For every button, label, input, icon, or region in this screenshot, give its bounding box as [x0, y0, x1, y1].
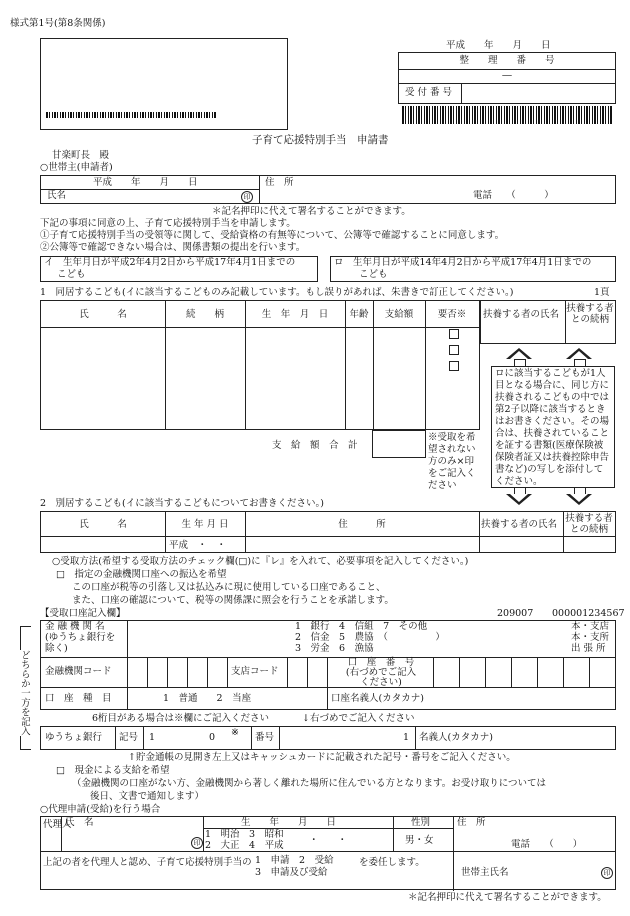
- category-ro-text: ロ 生年月日が平成14年4月2日から平成17年4月1日までの: [334, 257, 592, 268]
- ro-note: 書など)の写しを添付して: [495, 464, 604, 475]
- ro-note: を証する書類(医療保険被: [495, 440, 604, 451]
- uketsuke-label: 受 付 番 号: [405, 87, 453, 98]
- name-label: 氏名: [47, 190, 67, 201]
- agent-phone-label: 電話 （ ）: [511, 839, 583, 850]
- kigo-prefix: 1: [149, 732, 156, 743]
- agent-box: [40, 816, 616, 890]
- section1-table: [40, 300, 480, 430]
- account-type-options[interactable]: 1 普通 2 当座: [163, 693, 252, 704]
- arrow-down-icon: [566, 494, 592, 505]
- ro-note: ロに該当するこどもが1人: [495, 368, 606, 379]
- ro-note: はお書きください。その場: [495, 416, 610, 427]
- birth-prefill[interactable]: 平成 ・ ・: [169, 540, 227, 551]
- agent-birth-label: 生 年 月 日: [241, 817, 337, 828]
- supporter-relation-label: 扶養する者との続柄: [565, 513, 613, 535]
- section2-title: 2 別居するこども(イに該当するこどもについてお書きください。): [40, 498, 325, 509]
- category-ro: [330, 256, 616, 282]
- ro-note: 合は、扶養されていること: [495, 428, 610, 439]
- seal-mark: 印: [191, 837, 203, 849]
- applicant-box: [40, 175, 616, 204]
- necessity-checkbox[interactable]: [449, 361, 459, 371]
- arrow-up-icon: [506, 348, 532, 359]
- yucho-holder-label: 名義人(カタカナ): [419, 732, 493, 743]
- necessity-checkbox[interactable]: [449, 329, 459, 339]
- holder-label: 口座名義人(カタカナ): [331, 693, 424, 704]
- seal-mark: 印: [601, 867, 613, 879]
- supporter-relation-label: 扶養する者との続柄: [566, 303, 614, 325]
- supporter-label: 扶養する者の氏名: [483, 309, 560, 320]
- sex-options[interactable]: 男・女: [405, 835, 434, 846]
- kigo-label: 記号: [119, 732, 139, 743]
- era-options[interactable]: 1 明治 3 昭和 2 大正 4 平成: [205, 829, 284, 851]
- receipt-date: 平成 年 月 日: [446, 40, 551, 51]
- kigo-mark: ※: [231, 727, 239, 738]
- branch-type-options[interactable]: 本・支店 本・支所 出 張 所: [571, 621, 610, 654]
- form-title: 子育て応援特別手当 申請書: [252, 134, 389, 146]
- seiri-label: 整 理 番 号: [459, 55, 555, 66]
- branch-code-label: 支店コード: [231, 666, 279, 677]
- account-heading: 【受取口座記入欄】: [40, 608, 126, 619]
- col2-name: 氏 名: [79, 519, 127, 530]
- col-necessity: 要否※: [437, 309, 467, 320]
- bank-code-label: 金融機関コード: [45, 666, 112, 677]
- kigo-mid: 0: [209, 732, 216, 743]
- cash-desc1: （金融機関の口座がない方、金融機関から著しく離れた場所に住んでいる方となります。お受け取りについては: [72, 778, 547, 789]
- code2: 000001234567: [552, 608, 625, 619]
- ro-note: ください。: [495, 476, 543, 487]
- agent-label: 代理人: [43, 819, 72, 830]
- receipt-box: [398, 52, 616, 104]
- category-i-text: イ 生年月日が平成2年4月2日から平成17年4月1日までの: [44, 257, 296, 268]
- necessity-checkbox[interactable]: [449, 345, 459, 355]
- transfer-option[interactable]: □ 指定の金融機関口座への振込を希望: [56, 569, 227, 580]
- ro-note: 目となる場合に、同じ方に: [495, 380, 610, 391]
- seal-mark: 印: [241, 191, 253, 203]
- addressee: 甘楽町長 殿: [52, 150, 110, 161]
- form-number: 様式第1号(第8条関係): [10, 18, 106, 29]
- section1-title: 1 同居するこども(イに該当するこどものみ記載しています。もし誤りがあれば、朱書きで訂正してください。): [40, 287, 514, 298]
- six-digit-note: 6桁目がある場合は※欄にご記入ください: [92, 713, 270, 724]
- supporter-label: 扶養する者の氏名: [481, 519, 558, 530]
- supporter-box: [480, 300, 616, 344]
- col2-address: 住 所: [338, 519, 386, 530]
- bank-account-box: [40, 620, 616, 710]
- cash-option[interactable]: □ 現金による支給を希望: [56, 765, 170, 776]
- address-label: 住 所: [265, 177, 294, 188]
- agent-heading: ○代理申請(受給)を行う場合: [40, 804, 161, 815]
- col-amount: 支給額: [384, 309, 414, 320]
- sign-note: ＊記名押印に代えて署名することができます。: [212, 206, 411, 217]
- col2-birth: 生 年 月 日: [181, 519, 229, 530]
- agent-sign-note: ＊記名押印に代えて署名することができます。: [408, 892, 607, 903]
- yucho-box: [40, 726, 616, 750]
- total-amount-field[interactable]: [372, 430, 426, 458]
- bango-label: 番号: [255, 732, 275, 743]
- agent-name-label: 氏 名: [65, 817, 94, 828]
- yucho-label: ゆうちょ銀行: [45, 732, 103, 743]
- arrow-down-icon: [506, 494, 532, 505]
- delegate-options[interactable]: 1 申請 2 受給 3 申請及び受給: [255, 855, 334, 878]
- necessity-note: ※受取を希 望されない 方のみ×印 をご記入く ださい: [428, 432, 476, 491]
- col-birth: 生 年 月 日: [261, 309, 329, 320]
- delegate-text: 上記の者を代理人と認め、子育て応援特別手当の: [43, 857, 252, 868]
- bank-name-label: 金 融 機 関 名 (ゆうちょ銀行を 除く): [45, 621, 116, 654]
- ro-note: 第2子以降に該当するとき: [495, 404, 606, 415]
- transfer-desc1: この口座が税等の引落し又は払込みに現に使用している口座であること、: [72, 582, 386, 593]
- consent-line1: 下記の事項に同意の上、子育て応援特別手当を申請します。: [40, 218, 296, 229]
- receipt-barcode: [402, 106, 612, 124]
- applicant-heading: ○世帯主(申請者): [40, 162, 113, 173]
- ro-note: 保険者証又は扶養控除申告: [495, 452, 610, 463]
- ro-note: 扶養されるこどもの中では: [495, 392, 610, 403]
- col-relation: 続 柄: [185, 309, 224, 320]
- account-type-label: 口 座 種 目: [45, 693, 112, 704]
- sex-label: 性別: [411, 817, 431, 828]
- ro-note-box: [491, 366, 615, 488]
- category-i: [40, 256, 318, 282]
- head-name-label: 世帯主氏名: [461, 867, 509, 878]
- category-ro-text2: こども: [359, 269, 388, 280]
- transfer-desc2: また、口座の確認について、税等の関係課に照会を行うことを承諾します。: [72, 595, 394, 606]
- delegate-text2: を委任します。: [359, 857, 425, 868]
- section2-table: [40, 511, 616, 553]
- seiri-dash: ―: [502, 70, 512, 81]
- col-age: 年齢: [349, 309, 369, 320]
- applicant-date[interactable]: 平成 年 月 日: [93, 177, 198, 188]
- category-i-text2: こども: [57, 269, 86, 280]
- arrow-up-icon: [566, 348, 592, 359]
- consent-line2: ①子育て応援特別手当の受領等に関して、受給資格の有無等について、公簿等で確認することに同意します。: [40, 230, 505, 241]
- passbook-note: ↑貯金通帳の見開き左上又はキャッシュカードに記載された記号・番号をご記入ください。: [128, 752, 516, 763]
- account-no-label: 口 座 番 号 (右づめでご記入 ください): [345, 657, 417, 688]
- total-label: 支 給 額 合 計: [272, 440, 358, 451]
- agent-birth-dots[interactable]: ・ ・: [309, 835, 348, 846]
- right-note: ↓右づめでご記入ください: [302, 713, 415, 724]
- receive-method: ○受取方法(希望する受取方法のチェック欄(□)に『レ』を入れて、必要事項を記入してください。): [52, 556, 469, 567]
- phone-label: 電話 （ ）: [473, 190, 554, 201]
- col-name: 氏 名: [79, 309, 127, 320]
- cash-desc2: 後日、文書で通知します）: [90, 791, 205, 802]
- code1: 209007: [497, 608, 534, 619]
- side-label: どちらか一方を記入: [18, 650, 30, 736]
- postal-barcode: [46, 112, 216, 118]
- agent-address-label: 住 所: [457, 817, 486, 828]
- consent-line3: ②公簿等で確認できない場合は、関係書類の提出を行います。: [40, 242, 306, 253]
- bank-type-options[interactable]: 1 銀行 4 信組 7 その他 2 信金 5 農協 （ ） 3 労金 6 漁協: [295, 621, 445, 654]
- page-number: 1頁: [594, 287, 610, 298]
- bango-suffix: 1: [403, 732, 410, 743]
